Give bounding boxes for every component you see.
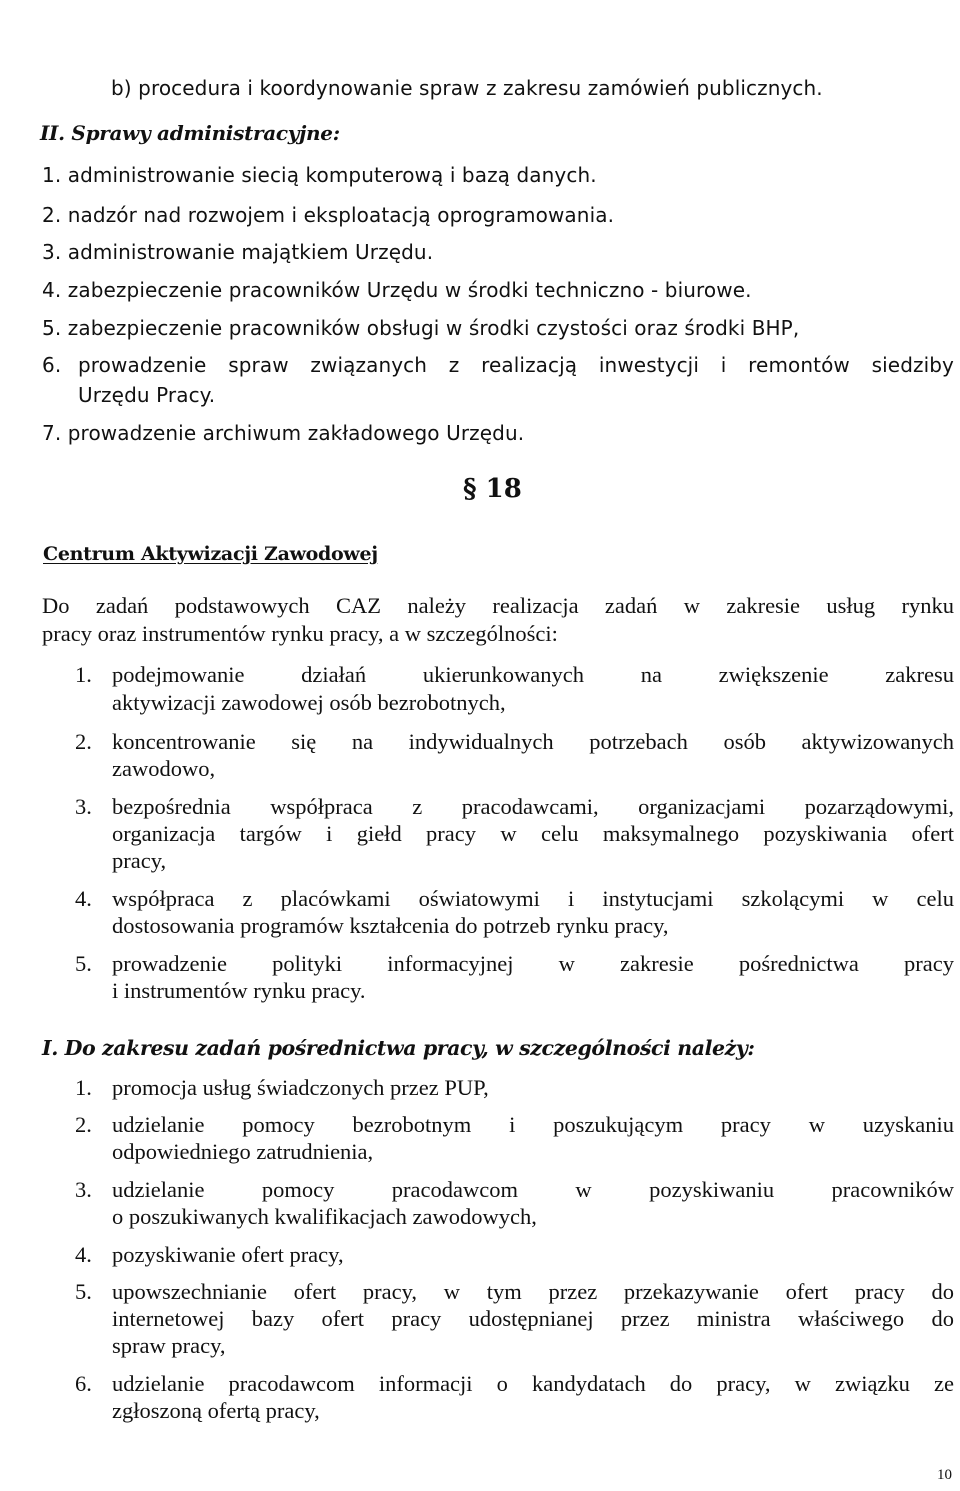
pp-item-2-line-2: odpowiedniego zatrudnienia, — [112, 1139, 374, 1164]
item-number: 2. — [42, 203, 62, 227]
pp-item-5-line-2: internetowej bazy ofert pracy udostępnianej przez ministra właściwego do — [112, 1306, 954, 1331]
section-ii-item-1 — [42, 163, 597, 187]
pp-item-6-line-2: zgłoszoną ofertą pracy, — [112, 1398, 320, 1423]
section-ii-item-7 — [42, 421, 524, 445]
section-ii-item-4 — [42, 278, 752, 302]
centrum-title: Centrum Aktywizacji Zawodowej — [43, 543, 378, 565]
section-ii-item-2 — [42, 203, 614, 227]
caz-item-1-number: 1. — [75, 662, 92, 687]
caz-item-4-line-1: współpraca z placówkami oświatowymi i instytucjami szkolącymi w celu — [112, 886, 954, 911]
intro-line-2: pracy oraz instrumentów rynku pracy, a w szczególności: — [42, 621, 558, 646]
pp-item-5-line-1: upowszechnianie ofert pracy, w tym przez przekazywanie ofert pracy do — [112, 1279, 954, 1304]
pp-item-4-line-1: pozyskiwanie ofert pracy, — [112, 1242, 344, 1267]
caz-item-2-line-1: koncentrowanie się na indywidualnych potrzebach osób aktywizowanych — [112, 729, 954, 754]
caz-item-3-line-2: organizacja targów i giełd pracy w celu maksymalnego pozyskiwania ofert — [112, 821, 954, 846]
section-i-heading: I. Do zakresu zadań pośrednictwa pracy, w szczególności należy: — [42, 1036, 755, 1060]
section-ii-item-6-continuation: Urzędu Pracy. — [78, 383, 216, 407]
section-ii-item-6-number: 6. — [42, 353, 62, 377]
item-text: administrowanie siecią komputerową i bazą danych. — [67, 163, 597, 187]
item-number: 4. — [42, 278, 62, 302]
intro-line-1: Do zadań podstawowych CAZ należy realizacja zadań w zakresie usług rynku — [42, 593, 954, 618]
pp-item-6-number: 6. — [75, 1371, 92, 1396]
section-ii-item-3 — [42, 240, 433, 264]
section-mark: § 18 — [463, 474, 522, 504]
caz-item-3-line-1: bezpośrednia współpraca z pracodawcami, organizacjami pozarządowymi, — [112, 794, 954, 819]
pp-item-3-line-2: o poszukiwanych kwalifikacjach zawodowych, — [112, 1204, 537, 1229]
section-ii-item-5 — [42, 316, 799, 340]
item-number: 7. — [42, 421, 62, 445]
caz-item-4-line-2: dostosowania programów kształcenia do potrzeb rynku pracy, — [112, 913, 669, 938]
section-ii-heading: II. Sprawy administracyjne: — [40, 121, 340, 145]
caz-item-3-number: 3. — [75, 794, 92, 819]
item-number: 1. — [42, 163, 62, 187]
pp-item-4-number: 4. — [75, 1242, 92, 1267]
caz-item-2-number: 2. — [75, 729, 92, 754]
caz-item-1-line-1: podejmowanie działań ukierunkowanych na zwiększenie zakresu — [112, 662, 954, 687]
item-text: prowadzenie archiwum zakładowego Urzędu. — [67, 421, 525, 445]
pp-item-5-number: 5. — [75, 1279, 92, 1304]
item-number: 5. — [42, 316, 62, 340]
caz-item-4-number: 4. — [75, 886, 92, 911]
item-number: 3. — [42, 240, 62, 264]
paragraph-b: b) procedura i koordynowanie spraw z zakresu zamówień publicznych. — [111, 76, 823, 100]
item-text: nadzór nad rozwojem i eksploatacją oprogramowania. — [67, 203, 615, 227]
pp-item-3-number: 3. — [75, 1177, 92, 1202]
pp-item-3-line-1: udzielanie pomocy pracodawcom w pozyskiwaniu pracowników — [112, 1177, 954, 1202]
pp-item-1-number: 1. — [75, 1075, 92, 1100]
caz-item-1-line-2: aktywizacji zawodowej osób bezrobotnych, — [112, 690, 506, 715]
pp-item-1-line-1: promocja usług świadczonych przez PUP, — [112, 1075, 489, 1100]
caz-item-5-line-2: i instrumentów rynku pracy. — [112, 978, 366, 1003]
item-text: zabezpieczenie pracowników obsługi w środki czystości oraz środki BHP, — [67, 316, 800, 340]
pp-item-5-line-3: spraw pracy, — [112, 1333, 226, 1358]
caz-item-5-number: 5. — [75, 951, 92, 976]
section-ii-item-6-text: prowadzenie spraw związanych z realizacją inwestycji i remontów siedziby — [78, 353, 954, 377]
pp-item-2-number: 2. — [75, 1112, 92, 1137]
pp-item-6-line-1: udzielanie pracodawcom informacji o kandydatach do pracy, w związku ze — [112, 1371, 954, 1396]
page-number: 10 — [937, 1467, 952, 1483]
pp-item-2-line-1: udzielanie pomocy bezrobotnym i poszukującym pracy w uzyskaniu — [112, 1112, 954, 1137]
item-text: zabezpieczenie pracowników Urzędu w środki techniczno - biurowe. — [67, 278, 752, 302]
item-text: administrowanie majątkiem Urzędu. — [67, 240, 434, 264]
caz-item-3-line-3: pracy, — [112, 848, 167, 873]
caz-item-5-line-1: prowadzenie polityki informacyjnej w zakresie pośrednictwa pracy — [112, 951, 954, 976]
caz-item-2-line-2: zawodowo, — [112, 756, 216, 781]
